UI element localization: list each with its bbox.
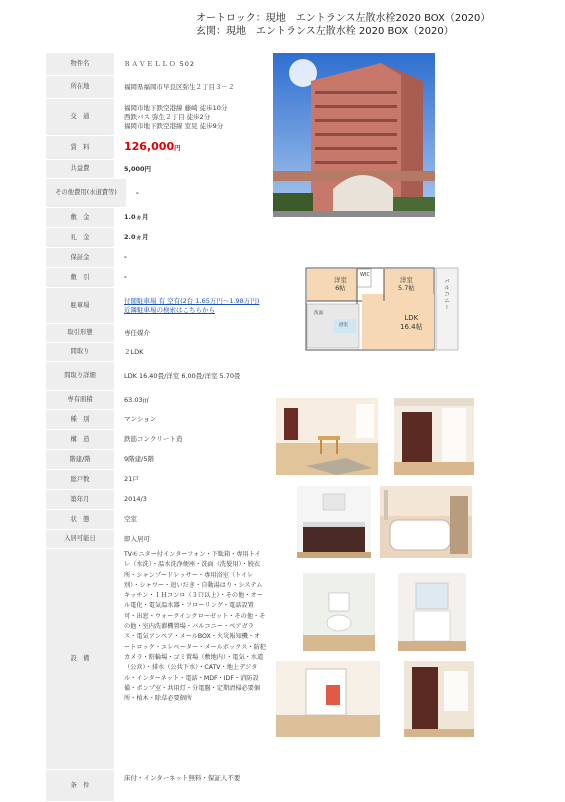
row-conditions: [46, 770, 272, 802]
value-access: [114, 99, 272, 135]
value-deposit: 1.0ヵ月: [124, 213, 149, 221]
floor-plan: [304, 264, 460, 352]
header-line-1: オートロック：現地 エントランス左散水栓2020 BOX（2020）: [196, 13, 491, 24]
label-move-in: 入居可能日: [46, 530, 114, 548]
row-key-money: [46, 228, 272, 248]
rent-price: 126,000: [124, 140, 175, 153]
ldk-label: [400, 314, 423, 332]
label-built: 築年月: [46, 490, 114, 509]
wash-label: 洗面: [314, 311, 323, 316]
value-type: マンション: [124, 415, 157, 423]
row-type: [46, 410, 272, 430]
washroom-photo: [398, 573, 466, 651]
row-structure: [46, 430, 272, 450]
row-area: [46, 391, 272, 410]
kitchen-photo: [297, 486, 371, 558]
balcony-label: バルコニー: [443, 278, 449, 311]
western-room-photo: [394, 398, 474, 475]
property-table: [46, 53, 272, 802]
row-built: [46, 490, 272, 510]
label-other: その他費用(水道費等): [46, 179, 126, 207]
wic-label: WIC: [360, 272, 370, 278]
value-units: 21戸: [124, 475, 139, 483]
value-deduction: -: [124, 273, 127, 281]
value-layout-detail: LDK 16.40畳/洋室 6.00畳/洋室 5.70畳: [124, 371, 241, 380]
label-address: 所在地: [46, 76, 114, 98]
access-line: 福岡市地下鉄空港線 藤崎 徒歩10分: [124, 103, 228, 112]
room-1-name: 洋室: [334, 276, 347, 284]
value-structure: 鉄筋コンクリート造: [124, 435, 183, 443]
row-units: [46, 470, 272, 490]
row-other: [46, 179, 272, 208]
value-conditions: 床付・インターネット無料・保証人不要: [124, 774, 241, 782]
label-guarantee: 保証金: [46, 248, 114, 267]
rent-unit: 円: [174, 144, 181, 152]
label-name: 物件名: [46, 53, 114, 75]
value-parking: [114, 288, 272, 323]
toilet-photo: [303, 573, 375, 651]
label-area: 専有面積: [46, 391, 114, 409]
value-address: 福岡県福岡市早良区弥生２丁目３－２: [124, 82, 235, 91]
label-layout: 間取り: [46, 343, 114, 361]
row-equipment: [46, 549, 272, 770]
row-trade: [46, 324, 272, 343]
room-door-photo: [404, 661, 474, 737]
room-2-label: [398, 276, 415, 292]
value-status: 空室: [124, 515, 137, 523]
value-common: 5,000円: [124, 164, 152, 173]
row-floor: [46, 450, 272, 470]
bath-label: 浴室: [339, 323, 348, 328]
value-name: ＲＡＶＥＬＬＯ 502: [124, 59, 195, 68]
row-deposit: [46, 208, 272, 228]
label-trade: 取引形態: [46, 324, 114, 342]
label-parking: 駐車場: [46, 288, 114, 323]
label-deposit: 敷 金: [46, 208, 114, 227]
value-other: -: [136, 188, 139, 197]
row-common: [46, 160, 272, 179]
row-rent: [46, 136, 272, 160]
value-area: 63.03㎡: [124, 395, 150, 404]
label-equipment: 設 備: [46, 549, 114, 769]
label-structure: 構 造: [46, 430, 114, 449]
label-deduction: 敷 引: [46, 268, 114, 287]
label-type: 種 別: [46, 410, 114, 429]
room-1-size: 6帖: [335, 284, 346, 292]
row-deduction: [46, 268, 272, 288]
row-layout-detail: [46, 362, 272, 391]
header-text: [196, 12, 490, 38]
row-status: [46, 510, 272, 530]
value-equipment: TVモニター付インターフォン・下駄箱・専用トイレ（水洗）・温水洗浄便座・洗面（洗髪用）・脱衣所・シャンプードレッサー・専用浴室（トイレ別）・シャワー・追いだき・自動湯はり・システムキッチン・ＩＨコンロ（３口以上）・その他・オール電化・電気温水器・フローリング・電話設置可・出窓・ウォークインクローゼット・その他・その他・室内洗濯機置場・バルコニー・ペアガラス・電気アンペア・メールBOX・火災報知機・オートロック・エレベーター・メールボックス・防犯カメラ・駐輪場・ゴミ置場（敷地内）・電気・水道（公営）・排水（公共下水）・CATV・地上デジタル・インターネット・電話・MDF・IDF・消防設備・ポンプ室・共用灯・分電盤・定期清掃必要個所・植木・除草必要個所: [124, 551, 267, 703]
parking-info-link[interactable]: 付随駐車場 有 空有(2台 1.65万円～1.98万円): [124, 296, 260, 305]
label-layout-detail: 間取り詳細: [46, 362, 114, 390]
row-guarantee: [46, 248, 272, 268]
label-access: 交 通: [46, 99, 114, 135]
access-line: 西鉄バス 弥生２丁目 徒歩2分: [124, 112, 211, 121]
label-status: 状 態: [46, 510, 114, 529]
row-layout: [46, 343, 272, 362]
row-access: [46, 99, 272, 136]
room-window-photo: [276, 661, 380, 737]
ldk-size: 16.4帖: [400, 323, 423, 331]
value-key-money: 2.0ヵ月: [124, 233, 149, 241]
parking-search-link[interactable]: 近隣駐車場の検索はこちらから: [124, 305, 215, 314]
label-key-money: 礼 金: [46, 228, 114, 247]
value-trade: 専任媒介: [124, 328, 150, 337]
label-common: 共益費: [46, 160, 114, 178]
label-units: 総戸数: [46, 470, 114, 489]
value-layout: ２LDK: [124, 347, 144, 356]
row-name: [46, 53, 272, 76]
value-rent: [114, 136, 272, 159]
value-floor: 9階建/5階: [124, 455, 154, 463]
ldk-dining-photo: [276, 398, 378, 475]
row-parking: [46, 288, 272, 324]
room-2-size: 5.7帖: [398, 284, 415, 292]
ldk-name: LDK: [404, 314, 419, 322]
room-2-name: 洋室: [399, 276, 413, 284]
room-1-label: [334, 276, 347, 292]
label-rent: 賃 料: [46, 136, 114, 159]
row-address: [46, 76, 272, 99]
value-built: 2014/3: [124, 495, 147, 503]
bathroom-photo: [380, 486, 472, 558]
label-floor: 階建/階: [46, 450, 114, 469]
label-conditions: 条 件: [46, 770, 114, 801]
value-guarantee: -: [124, 253, 127, 261]
access-line: 福岡市地下鉄空港線 室見 徒歩9分: [124, 121, 224, 130]
building-exterior-photo: [273, 53, 435, 217]
value-move-in: 即入居可: [124, 534, 150, 543]
row-move-in: [46, 530, 272, 549]
header-line-2: 玄関：現地 エントランス左散水栓 2020 BOX（2020）: [196, 26, 454, 37]
